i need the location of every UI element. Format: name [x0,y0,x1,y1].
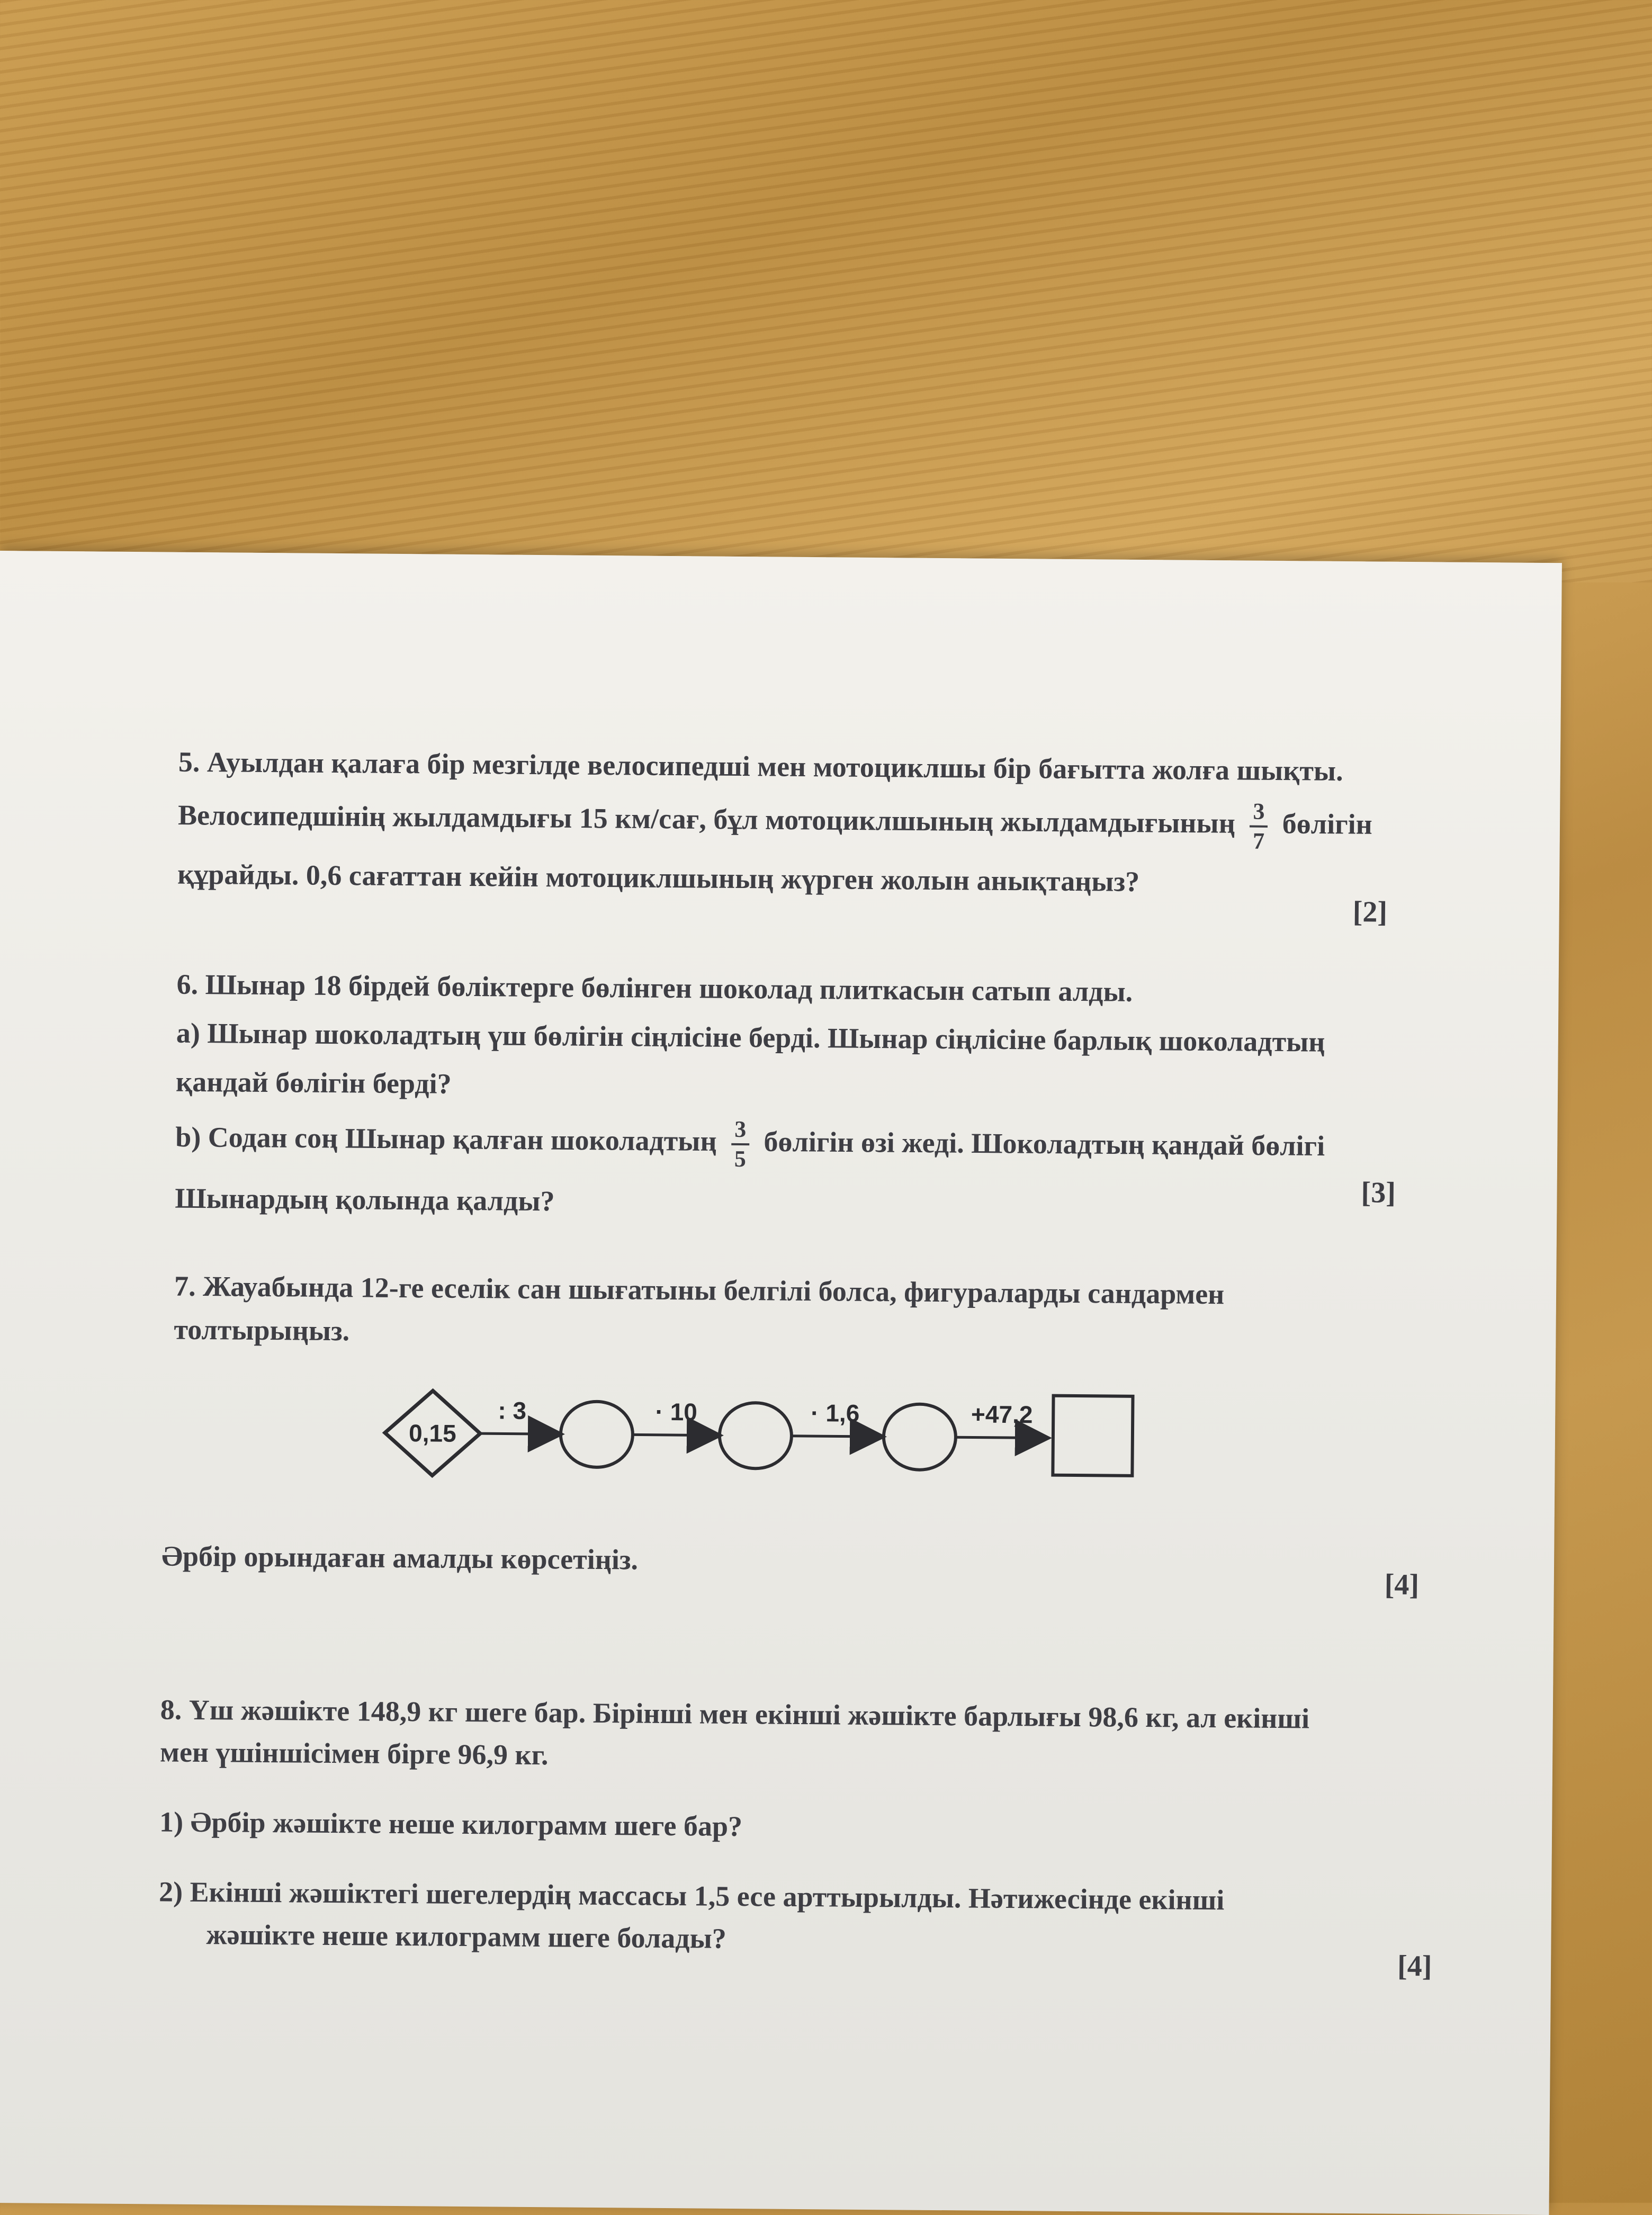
answer-square[interactable] [1053,1396,1133,1476]
question-8 [158,1685,1431,1968]
q7-score: [4] [1384,1568,1420,1602]
op-multiply-1-6-label: · 1,6 [811,1399,860,1427]
operation-chain-diagram [374,1369,1222,1503]
arrow-4 [956,1437,1047,1438]
q6-part-a-line-2: қандай бөлігін берді? [175,1065,452,1100]
q6-part-b-line-1: b) Содан соң Шынар қалған шоколадтың $\frac{3}{5}$ бөлігін өзі жеді. Шоколадтың қандай бөлігі [175,1111,1415,1178]
q7-line-2: толтырыңыз. [174,1313,350,1347]
start-diamond [384,1391,480,1476]
q8-subquestion-2-line-1: 2) Екінші жәшіктегі шегелердің массасы 1,5 есе арттырылды. Нәтижесінде екінші [158,1876,1225,1916]
question-6 [175,960,1416,1232]
answer-circle-1[interactable] [560,1401,633,1467]
q5-score: [2] [1352,895,1388,929]
question-7 [174,1262,1413,1364]
q8-score: [4] [1397,1949,1432,1983]
question-5 [177,738,1417,908]
q8-subquestion-2-line-2: жәшікте неше килограмм шеге болады? [206,1918,726,1954]
q6-line-1: 6. Шынар 18 бірдей бөліктерге бөлінген шоколад плиткасын сатып алды. [176,968,1133,1008]
answer-circle-2[interactable] [719,1403,792,1469]
q5-line-2: Велосипедшінің жылдамдығы 15 км/сағ, бұл мотоциклшының жылдамдығының $\frac{3}{7}$ бөлігін [178,790,1417,856]
q5-line-3: құрайды. 0,6 сағаттан кейін мотоциклшының жүрген жолын анықтаңыз? [177,858,1140,898]
q8-line-1: 8. Үш жәшікте 148,9 кг шеге бар. Бірінші мен екінші жәшікте барлығы 98,6 кг, ал екінші [160,1693,1310,1735]
q8-subquestion-1: 1) Әрбір жәшікте неше килограмм шеге бар? [159,1806,743,1843]
op-divide-label: : 3 [498,1396,527,1424]
arrow-1 [480,1433,560,1434]
q6-part-b-line-2: Шынардың қолында қалды? [175,1182,555,1217]
q6-fraction: $\frac{3}{5}$ [731,1116,750,1173]
q5-line-1: 5. Ауылдан қалаға бір мезгілде велосипедші мен мотоциклшы бір бағытта жолға шықты. [178,746,1343,787]
answer-circle-3[interactable] [883,1404,956,1470]
desk-surface [0,0,1652,582]
q8-line-2: мен үшіншісімен бірге 96,9 кг. [159,1736,549,1771]
op-multiply-10-label: · 10 [655,1397,698,1426]
start-value: 0,15 [408,1419,456,1447]
arrow-2 [633,1434,719,1435]
arrow-3 [792,1436,882,1437]
q6-part-a-line-1: a) Шынар шоколадтың үш бөлігін сіңлісіне берді. Шынар сіңлісіне барлық шоколадтың [176,1017,1325,1058]
q5-fraction: $\frac{3}{7}$ [1250,798,1268,855]
op-add-label: +47,2 [971,1400,1033,1429]
q7-instruction: Әрбір орындаған амалды көрсетіңіз. [161,1540,639,1576]
q6-score: [3] [1361,1176,1396,1209]
q7-line-1: 7. Жауабында 12-ге еселік сан шығатыны белгілі болса, фигураларды сандармен [174,1270,1225,1311]
worksheet-page [0,551,1562,2215]
